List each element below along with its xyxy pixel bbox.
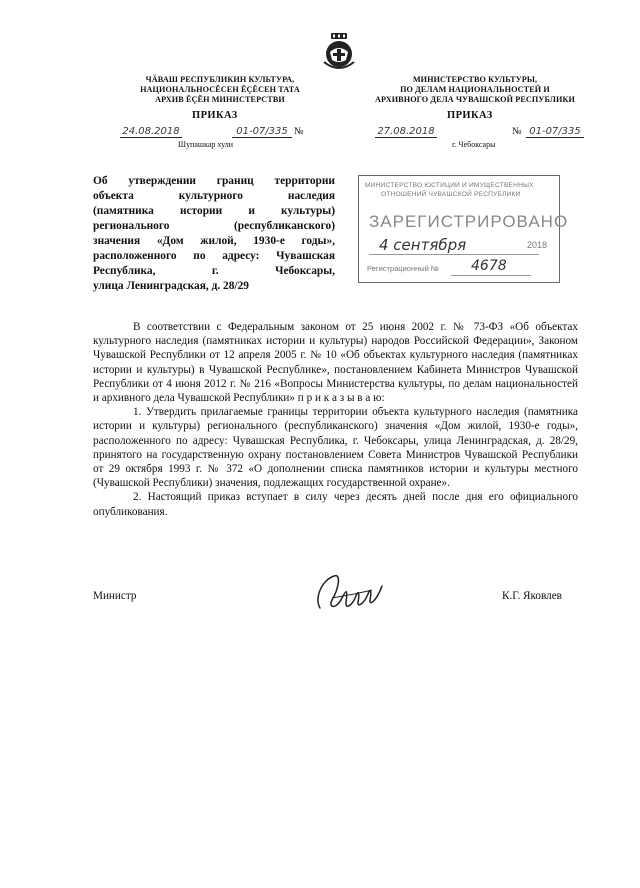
right-number-sign: № (512, 126, 522, 137)
ministry-name-line: МИНИСТЕРСТВО КУЛЬТУРЫ, (412, 75, 538, 84)
ministry-name-line: ПО ДЕЛАМ НАЦИОНАЛЬНОСТЕЙ И (400, 85, 550, 94)
right-number: 01-07/335 (526, 126, 584, 138)
stamp-registered-label: ЗАРЕГИСТРИРОВАНО (369, 212, 569, 231)
ministry-name-line: АРХИВНОГО ДЕЛА ЧУВАШСКОЙ РЕСПУБЛИКИ (375, 95, 575, 104)
signatory-position: Министр (93, 590, 137, 602)
ministry-name-line: НАЦИОНАЛЬНОСĔСЕН ĔÇĔСЕН ТАТА (140, 85, 300, 94)
stamp-year: 2018 (527, 240, 548, 250)
ministry-name-russian (370, 75, 580, 105)
title-line: Республика, г. Чебоксары, (93, 265, 335, 277)
stamp-org-line: ОТНОШЕНИЙ ЧУВАШСКОЙ РЕСПУБЛИКИ (381, 191, 521, 198)
emblem-icon (318, 32, 360, 72)
title-line: расположенного по адресу: Чувашская (93, 250, 335, 262)
title-line: объекта культурного наследия (93, 190, 335, 202)
document-title (93, 174, 335, 294)
stamp-date-line (369, 254, 539, 255)
title-line: регионального (республиканского) (93, 220, 335, 232)
title-line: Об утверждении границ территории (93, 175, 335, 187)
left-number-sign: № (294, 126, 304, 137)
right-place: г. Чебоксары (452, 140, 496, 149)
signatory-name: К.Г. Яковлев (502, 590, 562, 602)
left-place: Шупашкар хули (178, 140, 233, 149)
document-body (93, 320, 578, 519)
left-date: 24.08.2018 (120, 126, 182, 138)
prikaz-heading-left: ПРИКАЗ (192, 110, 238, 121)
stamp-reg-label: Регистрационный № (367, 264, 439, 273)
right-date: 27.08.2018 (375, 126, 437, 138)
ministry-name-line: ЧӐВАШ РЕСПУБЛИКИН КУЛЬТУРА, (145, 75, 295, 84)
stamp-org-line: МИНИСТЕРСТВО ЮСТИЦИИ И ИМУЩЕСТВЕННЫХ (365, 182, 534, 189)
body-paragraph: 1. Утвердить прилагаемые границы территории объекта культурного наследия (памятника истории и культуры) регионального (республиканского) значения «Дом жилой, 1930-е годы», расположенного по адресу: Чувашская Республика, г. Чебоксары, улица Ленинградская, д. 28/29, принятого на государственную охрану постановлением Совета Министров Чувашской Республики от 29 октября 1993 г. № 372 «О дополнении списка памятников истории и культуры местного (Чувашской Республики) значения, подлежащих государственной охране». (93, 406, 578, 490)
registration-stamp (358, 175, 569, 283)
title-line: улица Ленинградская, д. 28/29 (93, 280, 249, 292)
stamp-reg-line (451, 275, 531, 276)
body-paragraph: В соответствии с Федеральным законом от 25 июня 2002 г. № 73-ФЗ «Об объектах культурного наследия (памятниках истории и культуры) народов Российской Федерации», Законом Чувашской Республики от 12 апреля 2005 г. № 10 «Об объектах культурного наследия (памятниках истории и культуры) в Чувашской Республике», постановлением Кабинета Министров Чувашской Республики от 4 июня 2012 г. № 216 «Вопросы Министерства культуры, по делам национальностей и архивного дела Чувашской Республики» п р и к а з ы в а ю: (93, 321, 578, 405)
ministry-name-line: АРХИВ ĔÇĔН МИНИСТЕРСТВИ (155, 95, 285, 104)
ministry-name-chuvash (120, 75, 320, 105)
title-line: значения «Дом жилой, 1930-е годы», (93, 235, 335, 247)
body-paragraph: 2. Настоящий приказ вступает в силу через десять дней после дня его официального опубликования. (93, 491, 578, 518)
stamp-date-handwritten: 4 сентября (379, 236, 467, 254)
prikaz-heading-right: ПРИКАЗ (447, 110, 493, 121)
left-number: 01-07/335 (232, 126, 292, 138)
title-line: (памятника истории и культуры) (93, 205, 335, 217)
stamp-reg-number: 4678 (471, 258, 507, 274)
handwritten-signature (312, 568, 387, 618)
